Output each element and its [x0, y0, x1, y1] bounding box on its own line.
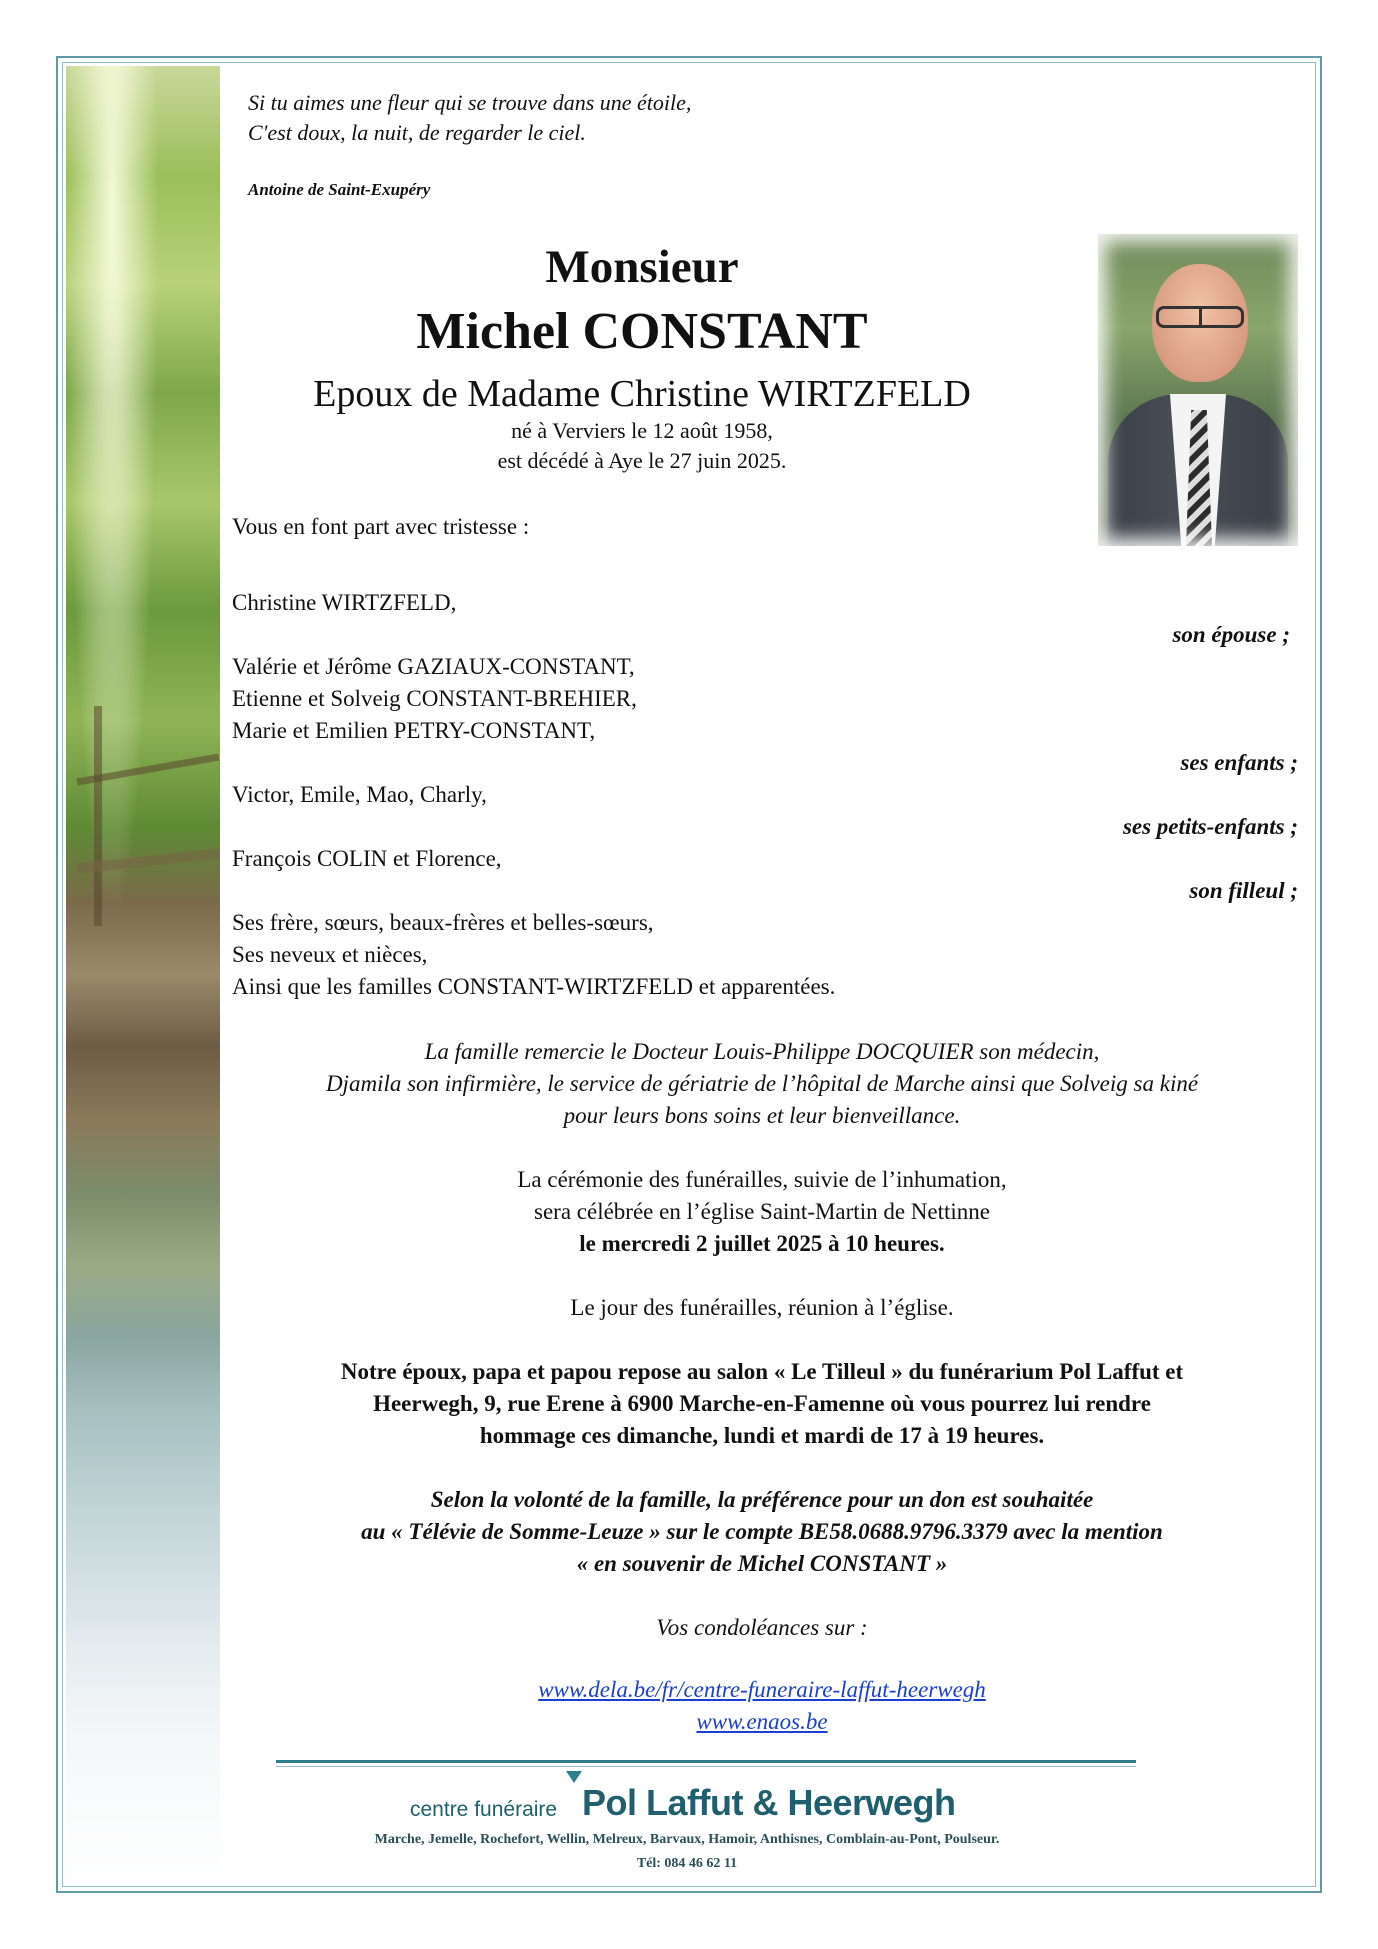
- footer-towns: Marche, Jemelle, Rochefort, Wellin, Melreux, Barvaux, Hamoir, Anthisnes, Comblain-au-Pont, Poulseur.: [374, 1832, 1000, 1847]
- donation-line-3: « en souvenir de Michel CONSTANT »: [576, 1551, 948, 1576]
- family-child-3: Marie et Emilien PETRY-CONSTANT,: [232, 718, 596, 743]
- quote-line-2: C'est doux, la nuit, de regarder le ciel.: [248, 120, 586, 145]
- family-grandchildren: Victor, Emile, Mao, Charly,: [232, 782, 487, 807]
- family-spouse: Christine WIRTZFELD,: [232, 590, 457, 615]
- family-others-2: Ses neveux et nièces,: [232, 942, 428, 967]
- role-spouse: son épouse ;: [1172, 622, 1290, 647]
- family-godchild: François COLIN et Florence,: [232, 846, 502, 871]
- photo-fade: [66, 1623, 220, 1883]
- condolences-label: Vos condoléances sur :: [656, 1615, 868, 1640]
- rest-line-2: Heerwegh, 9, rue Erene à 6900 Marche-en-Famenne où vous pourrez lui rendre: [373, 1391, 1151, 1416]
- birth-line: né à Verviers le 12 août 1958,: [511, 418, 773, 443]
- side-landscape-photo: [66, 66, 220, 1883]
- title-civility: Monsieur: [545, 241, 739, 293]
- condolences-link-dela[interactable]: www.dela.be/fr/centre-funeraire-laffut-heerwegh: [538, 1677, 986, 1702]
- thanks-line-1: La famille remercie le Docteur Louis-Philippe DOCQUIER son médecin,: [424, 1039, 1100, 1064]
- role-grandchildren: ses petits-enfants ;: [1122, 814, 1298, 839]
- footer-telephone: Tél: 084 46 62 11: [636, 1856, 738, 1871]
- ceremony-line-2: sera célébrée en l’église Saint-Martin de Nettinne: [534, 1199, 990, 1224]
- spouse-line: Epoux de Madame Christine WIRTZFELD: [313, 373, 971, 415]
- footer-brand-name: Pol Laffut & Heerwegh: [582, 1782, 956, 1823]
- footer-brand-prefix: centre funéraire: [410, 1798, 558, 1821]
- quote-line-1: Si tu aimes une fleur qui se trouve dans une étoile,: [248, 90, 692, 115]
- rest-line-1: Notre époux, papa et papou repose au salon « Le Tilleul » du funérarium Pol Laffut et: [340, 1359, 1184, 1384]
- death-line: est décédé à Aye le 27 juin 2025.: [497, 448, 787, 473]
- role-godchild: son filleul ;: [1189, 878, 1298, 903]
- condolences-link-enaos[interactable]: www.enaos.be: [696, 1709, 828, 1734]
- donation-line-1: Selon la volonté de la famille, la préférence pour un don est souhaitée: [430, 1487, 1094, 1512]
- footer-divider: [276, 1760, 1136, 1763]
- role-children: ses enfants ;: [1180, 750, 1298, 775]
- footer-triangle-icon: [566, 1771, 582, 1783]
- thanks-line-2: Djamila son infirmière, le service de gériatrie de l’hôpital de Marche ainsi que Solveig sa kiné: [325, 1071, 1199, 1096]
- donation-line-2: au « Télévie de Somme-Leuze » sur le compte BE58.0688.9796.3379 avec la mention: [361, 1519, 1163, 1544]
- family-others-1: Ses frère, sœurs, beaux-frères et belles-sœurs,: [232, 910, 654, 935]
- family-child-2: Etienne et Solveig CONSTANT-BREHIER,: [232, 686, 637, 711]
- bridge-post: [94, 706, 102, 926]
- ceremony-meeting: Le jour des funérailles, réunion à l’église.: [570, 1295, 954, 1320]
- ceremony-line-1: La cérémonie des funérailles, suivie de l’inhumation,: [517, 1167, 1007, 1192]
- deceased-portrait: [1098, 234, 1298, 546]
- ceremony-date: le mercredi 2 juillet 2025 à 10 heures.: [579, 1231, 945, 1256]
- family-others-3: Ainsi que les familles CONSTANT-WIRTZFELD et apparentées.: [232, 974, 836, 999]
- quote-author: Antoine de Saint-Exupéry: [248, 180, 431, 199]
- rest-line-3: hommage ces dimanche, lundi et mardi de 17 à 19 heures.: [479, 1423, 1045, 1448]
- thanks-line-3: pour leurs bons soins et leur bienveillance.: [563, 1103, 961, 1128]
- footer-divider-thin: [276, 1766, 1136, 1767]
- title-name: Michel CONSTANT: [416, 303, 868, 360]
- family-child-1: Valérie et Jérôme GAZIAUX-CONSTANT,: [232, 654, 635, 679]
- intro-line: Vous en font part avec tristesse :: [232, 514, 530, 539]
- portrait-vignette: [1098, 234, 1298, 546]
